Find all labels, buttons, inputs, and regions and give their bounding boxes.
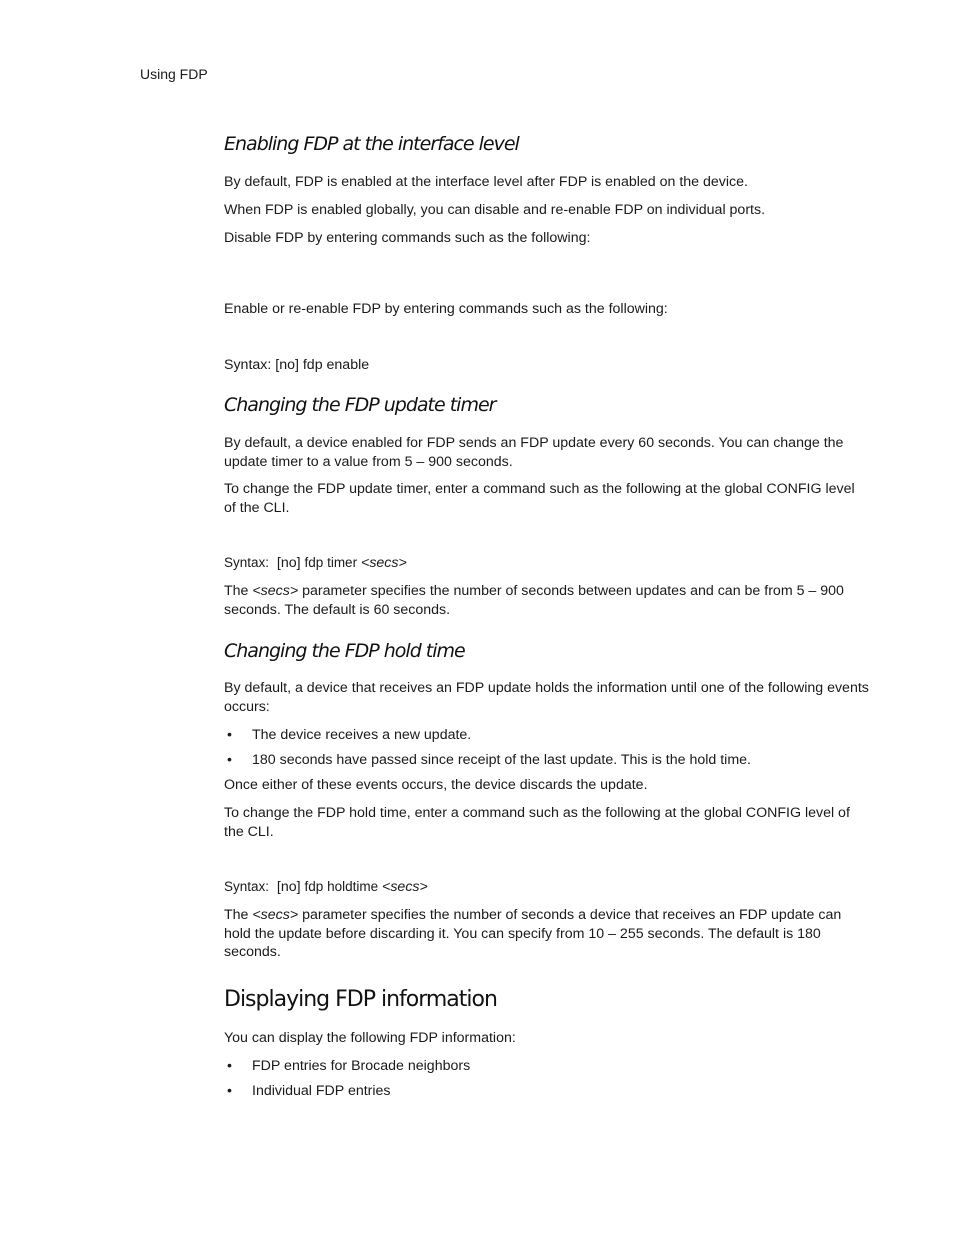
syntax-command: fdp holdtime (304, 879, 379, 894)
syntax-optional: [no] (276, 555, 301, 571)
paragraph: By default, FDP is enabled at the interface level after FDP is enabled on the device. (224, 174, 748, 190)
paragraph: Enable or re-enable FDP by entering commands such as the following: (224, 301, 668, 317)
heading-changing-update-timer: Changing the FDP update timer (224, 394, 496, 416)
syntax-parameter: <secs> (361, 555, 407, 571)
list-item-text: The device receives a new update. (252, 727, 472, 743)
syntax-line: Syntax: [no] fdp enable (224, 357, 370, 373)
bullet-icon: • (227, 1058, 232, 1074)
syntax-optional: [no] (276, 879, 301, 895)
paragraph: You can display the following FDP information: (224, 1030, 516, 1046)
list-item-text: Individual FDP entries (252, 1083, 391, 1099)
syntax-line (224, 878, 869, 897)
heading-changing-hold-time: Changing the FDP hold time (224, 640, 465, 662)
heading-displaying-fdp-information: Displaying FDP information (224, 987, 497, 1012)
paragraph: To change the FDP update timer, enter a command such as the following at the global CONFIG level of the CLI. (224, 481, 855, 516)
list-item-text: 180 seconds have passed since receipt of the last update. This is the hold time. (252, 752, 751, 768)
syntax-command: fdp timer (304, 555, 358, 570)
syntax-line (224, 554, 869, 573)
syntax-label: Syntax: (224, 879, 270, 894)
text-run: The (224, 583, 253, 599)
paragraph: By default, a device enabled for FDP sends an FDP update every 60 seconds. You can change the update timer to a value from 5 – 900 seconds. (224, 435, 844, 470)
paragraph (224, 906, 869, 962)
running-header: Using FDP (140, 66, 208, 82)
paragraph: To change the FDP hold time, enter a command such as the following at the global CONFIG level of the CLI. (224, 805, 850, 840)
syntax-parameter: <secs> (382, 879, 428, 895)
list-item-text: FDP entries for Brocade neighbors (252, 1058, 471, 1074)
bullet-icon: • (227, 752, 232, 768)
paragraph: Once either of these events occurs, the device discards the update. (224, 777, 648, 793)
bullet-icon: • (227, 727, 232, 743)
bullet-icon: • (227, 1083, 232, 1099)
text-run: The (224, 907, 253, 923)
paragraph: When FDP is enabled globally, you can disable and re-enable FDP on individual ports. (224, 202, 766, 218)
heading-enabling-fdp-interface: Enabling FDP at the interface level (224, 133, 519, 155)
parameter-name: <secs> (252, 583, 299, 599)
paragraph: Disable FDP by entering commands such as the following: (224, 230, 591, 246)
text-run: parameter specifies the number of seconds between updates and can be from 5 – 900 seconds. The default is 60 seconds. (224, 583, 844, 618)
text-run: parameter specifies the number of seconds a device that receives an FDP update can hold the update before discarding it. You can specify from 10 – 255 seconds. The default is 180 seconds. (224, 907, 842, 960)
parameter-name: <secs> (252, 907, 299, 923)
paragraph: By default, a device that receives an FDP update holds the information until one of the following events occurs: (224, 680, 869, 715)
paragraph (224, 582, 869, 619)
syntax-label: Syntax: (224, 555, 270, 570)
